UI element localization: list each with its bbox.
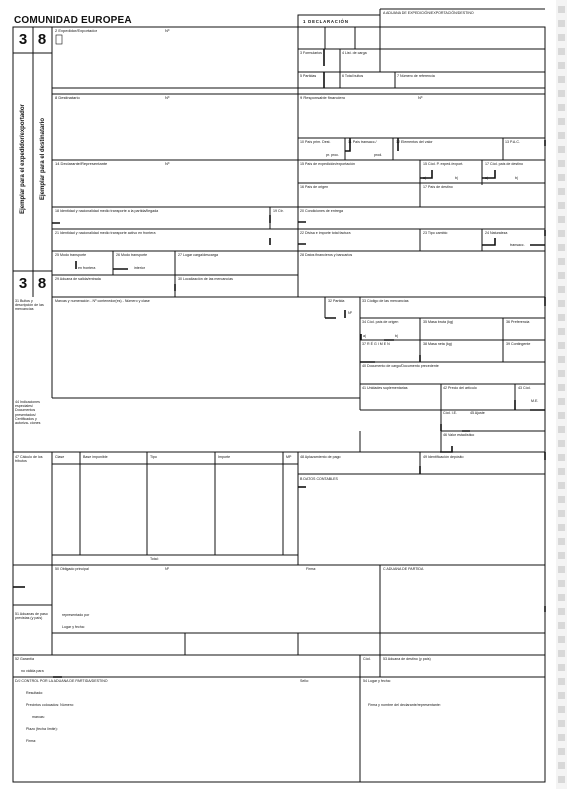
box-a-label: A ADUANA DE EXPEDICIÓN/EXPORTACIÓN/DESTINO	[383, 11, 474, 15]
perforation-strip	[556, 0, 567, 789]
field-52-sub-label: no válida para	[21, 669, 44, 673]
field-47-col-rate: Tipo	[150, 455, 157, 459]
field-10-sub-label: pr. proc.	[326, 153, 339, 157]
field-23-label: 23 Tipo cambio	[423, 231, 448, 235]
field-24-sub-label: transacc.	[510, 243, 525, 247]
field-39-label: 39 Contingente	[506, 342, 531, 346]
field-50-number-label: Nº	[165, 567, 169, 571]
field-b-label: B DATOS CONTABLES	[300, 477, 338, 481]
field-34-label: 34 Cód. país de origen	[362, 320, 399, 324]
field-51-represented-label: representado por	[62, 613, 90, 617]
field-14-number-label: Nº	[165, 161, 170, 166]
field-d-deadline-label: Plazo (fecha límite):	[26, 727, 58, 731]
side-label-consignee-copy: Ejemplar para el destinatario	[40, 117, 46, 201]
field-2-label: 2 Expedidor/Exportador	[55, 28, 98, 33]
field-6-label: 6 Total bultos	[342, 74, 364, 78]
field-30-label: 30 Localización de las mercancías	[178, 277, 233, 281]
field-51-place-date-label: Lugar y fecha:	[62, 625, 85, 629]
field-10-label: 10 País prim. Dest.	[300, 140, 331, 144]
field-37-label: 37 R É G I M E N	[362, 342, 390, 346]
field-54-label: 54 Lugar y fecha:	[363, 679, 391, 683]
field-40-label: 40 Documento de cargo/Documento precedente	[362, 364, 439, 368]
field-34-a: a|	[363, 334, 366, 338]
field-41-label: 41 Unidades suplementarias	[362, 386, 408, 390]
field-42-label: 42 Precio del artículo	[443, 386, 477, 390]
field-32-number-label: Nº	[348, 311, 352, 315]
field-d-signature-label: Firma:	[26, 739, 37, 743]
field-25-sub-label: en frontera	[78, 266, 96, 270]
field-31-label: 31 Bultos y descripción de las mercancías	[15, 299, 44, 312]
copy-number-top-left: 3	[18, 31, 28, 48]
field-9-number-label: Nº	[418, 95, 423, 100]
field-17a-label: 17 Cód. país de destino	[485, 162, 523, 166]
field-35-label: 35 Masa bruta (kg)	[423, 320, 454, 324]
field-34-b: b|	[395, 334, 398, 338]
field-14-label: 14 Declarante/Representante	[55, 161, 108, 166]
field-12-label: 12 Elementos del valor	[396, 140, 433, 144]
field-52-code-label: Cód.	[363, 657, 371, 661]
field-18-label: 18 Identidad y nacionalidad medio transporte a la partida/llegada	[55, 209, 159, 213]
field-36-label: 36 Preferencia	[506, 320, 530, 324]
field-27-label: 27 Lugar carga/descarga	[178, 253, 218, 257]
field-13-label: 13 P.A.C.	[505, 140, 520, 144]
field-17a-a: a|	[485, 176, 488, 180]
field-45-label: 45 Ajuste	[470, 411, 485, 415]
side-label-shipper-copy: Ejemplar para el expedidor/exportador	[20, 104, 26, 214]
field-d-marks-label: marcas:	[32, 715, 45, 719]
field-24-label: 24 Naturaleza	[485, 231, 508, 235]
field-8-label: 8 Destinatario	[55, 95, 80, 100]
field-25-label: 25 Modo transporte	[55, 253, 87, 257]
field-50-label: 50 Obligado principal	[55, 567, 89, 571]
field-2-number-label: Nº	[165, 28, 170, 33]
field-21-label: 21 Identidad y nacionalidad medio transporte activo en frontera	[55, 231, 156, 235]
field-47-col-base: Base imponible	[83, 455, 108, 459]
field-15-label: 15 País de expedición/exportación	[300, 162, 355, 166]
copy-number-bottom-right: 8	[37, 275, 47, 292]
field-38-label: 38 Masa neta (kg)	[423, 342, 452, 346]
form-title: COMUNIDAD EUROPEA	[14, 15, 132, 26]
field-d-label: D/J CONTROL POR LA ADUANA DE PARTIDA/DESTINO	[15, 679, 108, 683]
field-7-label: 7 Número de referencia	[397, 74, 435, 78]
field-32-label: 32 Partida	[328, 299, 345, 303]
field-17-label: 17 País de destino	[423, 185, 453, 189]
field-51-label: 51 Aduanas de paso previstas (y país)	[15, 612, 48, 621]
field-47-total-label: Total:	[150, 557, 159, 561]
field-4-label: 4 List. de carga	[342, 51, 367, 55]
field-44-label: 44 Indicaciones especiales/ Documentos presentados/ Certificados y autoriza- ciones	[15, 400, 41, 426]
field-11-sub-label: prod.	[374, 153, 383, 157]
field-52-label: 52 Garantía	[15, 657, 34, 661]
box-c-dashed	[380, 565, 545, 633]
field-47-col-amount: Importe	[218, 455, 231, 459]
field-15a-b: b|	[455, 176, 458, 180]
field-46-label: 46 Valor estadístico	[443, 433, 475, 437]
field-48-label: 48 Aplazamiento de pago	[300, 455, 341, 459]
field-53-label: 53 Aduana de destino (y país)	[383, 657, 431, 661]
copy-number-top-right: 8	[37, 31, 47, 48]
field-29-label: 29 Aduana de salida/entrada	[55, 277, 101, 281]
field-d-seals-label: Precintos colocados: Número:	[26, 703, 74, 707]
field-50-signature-label: Firma:	[306, 567, 317, 571]
field-3-label: 3 Formularios	[300, 51, 322, 55]
field-54-signature-label: Firma y nombre del declarante/representante:	[368, 703, 441, 707]
field-16-label: 16 País de origen	[300, 185, 329, 189]
field-44-code-label: Cód. I.E.	[443, 411, 457, 415]
field-15a-a: a|	[423, 176, 426, 180]
field-9-label: 9 Responsable financiero	[300, 95, 346, 100]
field-d-result-label: Resultado:	[26, 691, 44, 695]
field-43-sub-label: M.E.	[531, 399, 539, 403]
field-28-label: 28 Datos financieros y bancarios	[300, 253, 353, 257]
field-26-sub-label: interior	[134, 266, 145, 270]
field-26-label: 26 Modo transporte	[116, 253, 148, 257]
box-2-checkbox[interactable]	[56, 35, 62, 44]
field-49-label: 49 Identificación depósito	[423, 455, 464, 459]
field-20-label: 20 Condiciones de entrega	[300, 209, 343, 213]
field-15a-label: 15 Cód. P. exped./export.	[423, 162, 464, 166]
field-47-label: 47 Cálculo de los tributos	[15, 455, 43, 464]
field-11-label: 11 País transacc./	[348, 140, 377, 144]
field-31-sub-label: Marcas y numeración - Nº contenedor(es) - Número y clase	[55, 299, 150, 303]
field-33-label: 33 Código de las mercancías	[362, 299, 409, 303]
box-1-declaration-label: 1 DECLARACIÓN	[303, 19, 349, 24]
field-47-col-class: Clase	[55, 455, 65, 459]
field-d-stamp-label: Sello:	[300, 679, 309, 683]
field-19-label: 19 Ctr.	[273, 209, 284, 213]
field-5-label: 5 Partidas	[300, 74, 317, 78]
field-c-label: C ADUANA DE PARTIDA	[383, 567, 424, 571]
field-47-col-mp: MP	[286, 455, 292, 459]
field-17a-b: b|	[515, 176, 518, 180]
field-8-number-label: Nº	[165, 95, 170, 100]
field-43-label: 43 Cód.	[518, 386, 531, 390]
copy-number-bottom-left: 3	[18, 275, 28, 292]
form-outer-border	[13, 27, 545, 782]
field-22-label: 22 Divisa e importe total factura	[300, 231, 351, 235]
